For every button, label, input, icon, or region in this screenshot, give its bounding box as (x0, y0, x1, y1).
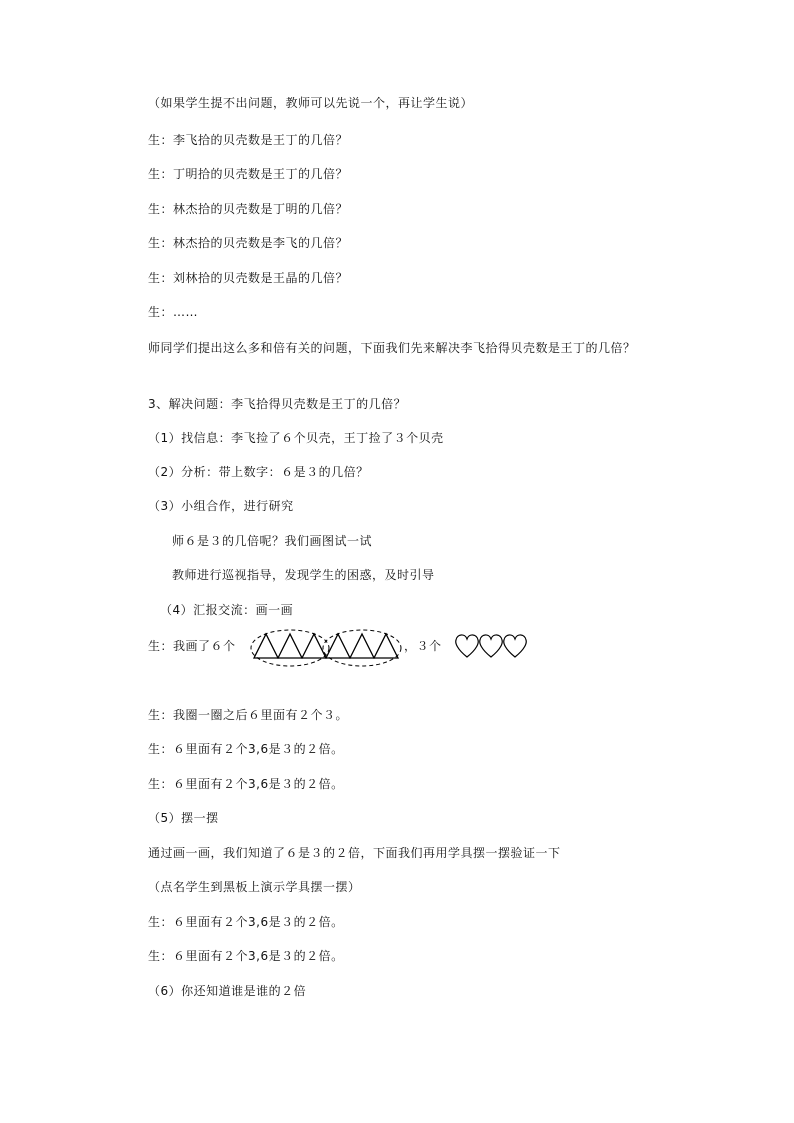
teacher-line: 教师进行巡视指导，发现学生的困惑，及时引导 (172, 568, 435, 582)
question-line: 生：李飞拾的贝壳数是王丁的几倍？ (148, 133, 349, 147)
drawing-prefix: 生：我画了６个 (148, 639, 236, 653)
question-line: 生：刘林拾的贝壳数是王晶的几倍？ (148, 271, 349, 285)
question-line: 生：林杰拾的贝壳数是丁明的几倍？ (148, 202, 349, 216)
answer-line: 生：６里面有２个3,6是３的２倍。 (148, 949, 344, 963)
triangle-shape (278, 634, 302, 658)
heart-shape (480, 635, 502, 657)
step-line: （6）你还知道谁是谁的２倍 (148, 984, 307, 998)
answer-line: 生：６里面有２个3,6是３的２倍。 (148, 777, 344, 791)
triangle-shape (302, 634, 326, 658)
answer-line: 生：６里面有２个3,6是３的２倍。 (148, 742, 344, 756)
step-line: （1）找信息：李飞捡了６个贝壳，王丁捡了３个贝壳 (148, 431, 444, 445)
hearts-drawing (455, 633, 530, 659)
teacher-paragraph: 师同学们提出这么多和倍有关的问题，下面我们先来解决李飞拾得贝壳数是王丁的几倍？ (148, 341, 636, 355)
step-line: （2）分析：带上数字：６是３的几倍？ (148, 465, 369, 479)
question-line: 生：林杰拾的贝壳数是李飞的几倍？ (148, 236, 349, 250)
answer-line: 生：我圈一圈之后６里面有２个３。 (148, 708, 349, 722)
answer-line: 生：６里面有２个3,6是３的２倍。 (148, 915, 344, 929)
heart-shape (504, 635, 526, 657)
teacher-line: 师６是３的几倍呢？我们画图试一试 (172, 534, 373, 548)
triangle-shape (374, 634, 398, 658)
note-line: （如果学生提不出问题，教师可以先说一个，再让学生说） (148, 96, 474, 110)
section-heading: 3、解决问题：李飞拾得贝壳数是王丁的几倍？ (148, 397, 407, 411)
heart-shape (456, 635, 478, 657)
triangle-shape (350, 634, 374, 658)
triangles-drawing (250, 628, 402, 672)
step-line: （5）摆一摆 (148, 811, 219, 825)
question-line: 生：…… (148, 305, 199, 319)
paragraph-line: 通过画一画，我们知道了６是３的２倍，下面我们再用学具摆一摆验证一下 (148, 846, 561, 860)
note-line: （点名学生到黑板上演示学具摆一摆） (148, 880, 361, 894)
drawing-mid: ，３个 (404, 639, 442, 653)
step-line: （3）小组合作，进行研究 (148, 499, 294, 513)
question-line: 生：丁明拾的贝壳数是王丁的几倍？ (148, 167, 349, 181)
step-line: （4）汇报交流：画一画 (160, 603, 294, 617)
